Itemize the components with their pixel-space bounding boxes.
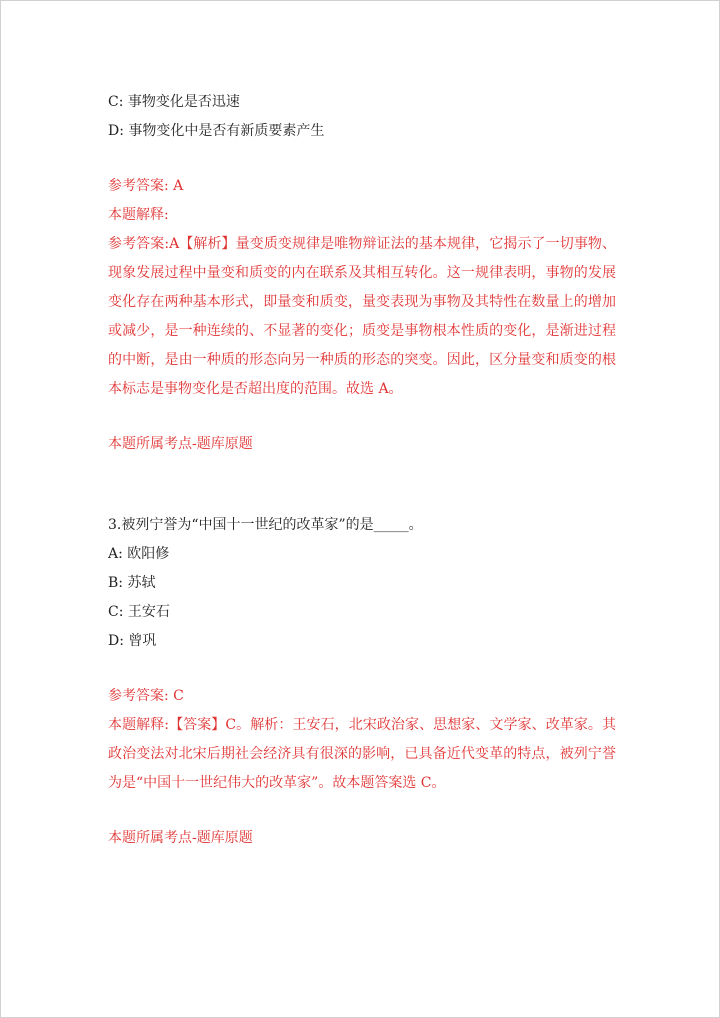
q2-option-d: D: 事物变化中是否有新质要素产生	[108, 123, 325, 139]
q2-explain-label: 本题解释:	[108, 207, 169, 223]
q3-explanation: 本题解释:【答案】C。解析：王安石，北宋政治家、思想家、文学家、改革家。其政治变法对北宋后期社会经济具有很深的影响，已具备近代变革的特点，被列宁誉为是“中国十一世纪伟大的改革家”。故本题答案选 C。	[108, 717, 616, 791]
q3-option-a: A: 欧阳修	[108, 546, 170, 562]
q3-option-b: B: 苏轼	[108, 575, 156, 591]
q3-option-d: D: 曾巩	[108, 633, 157, 649]
q2-source: 本题所属考点-题库原题	[108, 436, 253, 452]
q3-question: 3.被列宁誉为“中国十一世纪的改革家”的是_____。	[108, 517, 423, 533]
q3-source: 本题所属考点-题库原题	[108, 830, 253, 846]
q2-explanation: 参考答案:A【解析】量变质变规律是唯物辩证法的基本规律，它揭示了一切事物、现象发展过程中量变和质变的内在联系及其相互转化。这一规律表明，事物的发展变化存在两种基本形式，即量变和质变，量变表现为事物及其特性在数量上的增加或减少，是一种连续的、不显著的变化；质变是事物根本性质的变化，是渐进过程的中断，是由一种质的形态向另一种质的形态的突变。因此，区分量变和质变的根本标志是事物变化是否超出度的范围。故选 A。	[108, 236, 616, 397]
document-content	[108, 88, 616, 853]
q3-answer: 参考答案: C	[108, 688, 184, 704]
q3-option-c: C: 王安石	[108, 604, 170, 620]
q2-option-c: C: 事物变化是否迅速	[108, 94, 240, 110]
q2-answer: 参考答案: A	[108, 178, 184, 194]
